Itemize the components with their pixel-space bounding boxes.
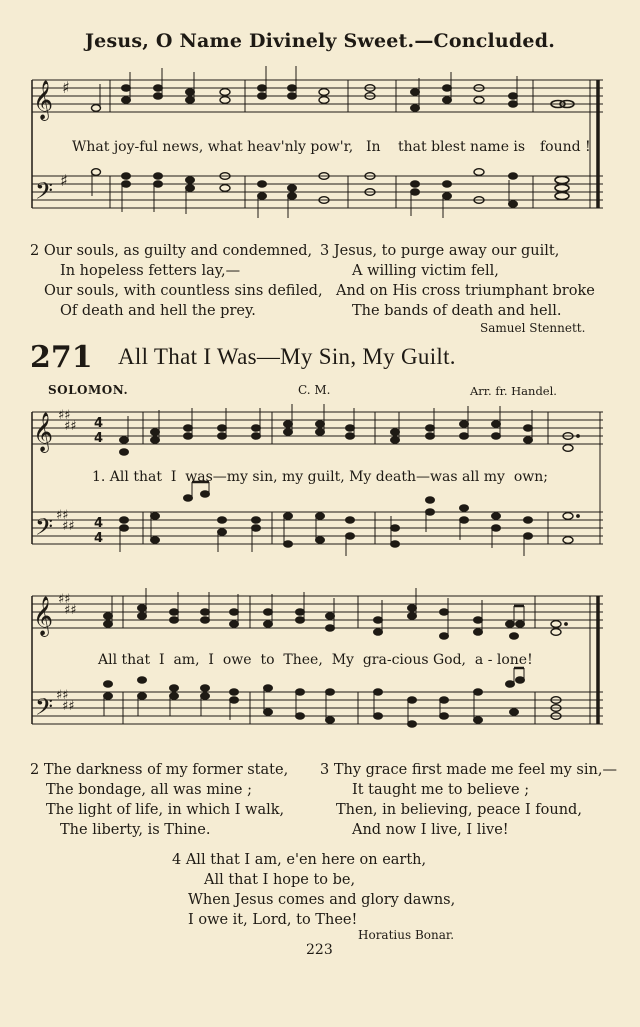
svg-text:♯♯: ♯♯: [64, 419, 77, 434]
verse-line: I owe it, Lord, to Thee!: [188, 912, 358, 928]
verse-line: Our souls, with countless sins defiled,: [44, 283, 323, 299]
bass-clef-icon: 𝄢: [35, 177, 54, 210]
treble-clef-icon: 𝄞: [33, 596, 54, 636]
hymn-number: 271: [30, 340, 93, 375]
svg-text:♯♯: ♯♯: [56, 508, 69, 523]
time-signature-bottom: 4: [94, 431, 104, 446]
tune-name: SOLOMON.: [48, 383, 129, 397]
hymn-title: All That I Was—My Sin, My Guilt.: [118, 344, 456, 369]
arranger-credit: Arr. fr. Handel.: [470, 384, 557, 398]
verse-line: 2 Our souls, as guilty and condemned,: [30, 243, 313, 259]
verse-line: And now I live, I live!: [352, 822, 509, 838]
time-signature-top: 4: [94, 416, 104, 431]
treble-clef-icon: 𝄞: [33, 80, 54, 120]
svg-text:♯: ♯: [62, 78, 70, 97]
verse-line: When Jesus comes and glory dawns,: [188, 892, 456, 908]
svg-text:♯♯: ♯♯: [62, 699, 75, 714]
bass-clef-icon: 𝄢: [35, 513, 54, 546]
hymn-271-verse-3: [320, 760, 617, 840]
verse-line: 2 The darkness of my former state,: [30, 762, 289, 778]
hymn-271-verse-4: [172, 850, 455, 930]
verse-line: The liberty, is Thine.: [60, 822, 211, 838]
verse-line: It taught me to believe ;: [352, 782, 530, 798]
verse-line: The light of life, in which I walk,: [46, 802, 285, 818]
hymn-271-lyric-line-2: All that I am, I owe to Thee, My gra-cious God, a - lone!: [98, 652, 533, 668]
hymn-meter: C. M.: [298, 383, 331, 397]
bass-clef-icon: 𝄢: [35, 693, 54, 726]
svg-text:♯♯: ♯♯: [58, 592, 71, 607]
svg-text:♯: ♯: [60, 171, 68, 190]
hymn-270-author: Samuel Stennett.: [480, 321, 586, 335]
hymn-270-lyric-segment: that blest name is: [398, 139, 526, 155]
verse-line: The bondage, all was mine ;: [46, 782, 252, 798]
hymn-270-lyric-segment: In: [366, 139, 381, 155]
hymn-271-lyric-line-1: 1. All that I was—my sin, my guilt, My death—was all my own;: [92, 469, 548, 485]
svg-text:♯♯: ♯♯: [56, 688, 69, 703]
hymn-271-author: Horatius Bonar.: [358, 928, 455, 942]
verse-line: The bands of death and hell.: [352, 303, 562, 319]
svg-text:♯♯: ♯♯: [62, 519, 75, 534]
verse-line: 4 All that I am, e'en here on earth,: [172, 852, 427, 868]
page-header-title: Jesus, O Name Divinely Sweet.—Concluded.: [84, 30, 556, 52]
svg-text:♯♯: ♯♯: [64, 603, 77, 618]
verse-line: 3 Jesus, to purge away our guilt,: [320, 243, 560, 259]
verse-line: Then, in believing, peace I found,: [336, 802, 582, 818]
verse-line: A willing victim fell,: [352, 263, 499, 279]
verse-line: All that I hope to be,: [204, 872, 356, 888]
svg-text:♯♯: ♯♯: [58, 408, 71, 423]
verse-line: Of death and hell the prey.: [60, 303, 256, 319]
hymn-271-verse-2: [30, 760, 288, 840]
time-signature-top: 4: [94, 516, 104, 531]
hymn-270-lyric-segment: found !: [540, 139, 591, 155]
verse-line: 3 Thy grace first made me feel my sin,—: [320, 762, 617, 778]
time-signature-bottom: 4: [94, 531, 104, 546]
page-number: 223: [306, 942, 333, 958]
verse-line: In hopeless fetters lay,—: [60, 263, 241, 279]
treble-clef-icon: 𝄞: [33, 412, 54, 452]
hymn-270-lyric-segment: What joy-ful news, what heav'nly pow'r,: [72, 139, 354, 155]
verse-line: And on His cross triumphant broke: [336, 283, 595, 299]
